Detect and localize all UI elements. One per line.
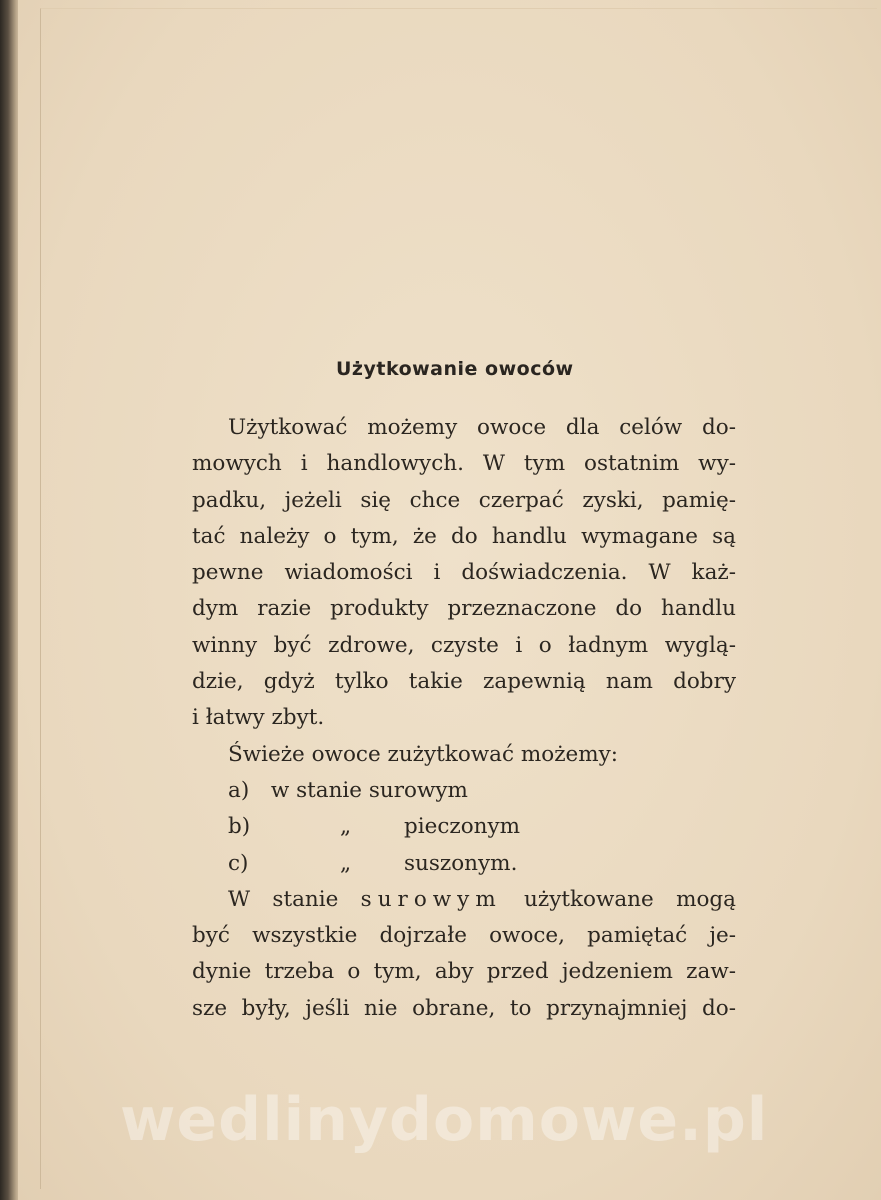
text-line: dzie, gdyż tylko takie zapewnią nam dobry [192, 669, 736, 695]
body-text [192, 410, 736, 1027]
text-line: mowych i handlowych. W tym ostatnim wy- [192, 451, 736, 477]
text-line: pewne wiadomości i doświadczenia. W każ- [192, 560, 736, 586]
ditto-mark: „ [340, 814, 352, 840]
ditto-mark: „ [340, 850, 352, 876]
list-item [192, 809, 736, 845]
list-text: pieczonym [404, 814, 521, 840]
chapter-title: Użytkowanie owoców [336, 358, 574, 380]
list-item [192, 846, 736, 882]
text-line: dynie trzeba o tym, aby przed jedzeniem zaw- [192, 959, 736, 985]
text-line: padku, jeżeli się chce czerpać zyski, pamię- [192, 487, 736, 513]
text-line: Użytkować możemy owoce dla celów do- [228, 415, 736, 440]
text-fragment: W stanie [228, 886, 361, 912]
text-fragment: użytkowane mogą [501, 886, 736, 912]
emphasized-word: surowym [360, 886, 502, 912]
list-text: suszonym. [404, 850, 518, 876]
text-line: być wszystkie dojrzałe owoce, pamiętać je- [192, 923, 736, 949]
list-text: w stanie surowym [270, 777, 468, 803]
text-line [192, 882, 736, 918]
text-line: sze były, jeśli nie obrane, to przynajmniej do- [192, 995, 736, 1021]
list-mark: b) [228, 814, 251, 840]
text-line: winny być zdrowe, czyste i o ładnym wyglą- [192, 632, 736, 658]
text-line: Świeże owoce zużytkować możemy: [228, 741, 619, 767]
watermark: wedlinydomowe.pl [120, 1085, 769, 1155]
book-spine [0, 0, 20, 1200]
text-line: dym razie produkty przeznaczone do handlu [192, 596, 736, 622]
text-line: tać należy o tym, że do handlu wymagane są [192, 523, 736, 549]
list-mark: a) [228, 777, 250, 803]
list-mark: c) [228, 850, 249, 876]
list-item [192, 773, 736, 809]
text-line: i łatwy zbyt. [192, 705, 325, 731]
